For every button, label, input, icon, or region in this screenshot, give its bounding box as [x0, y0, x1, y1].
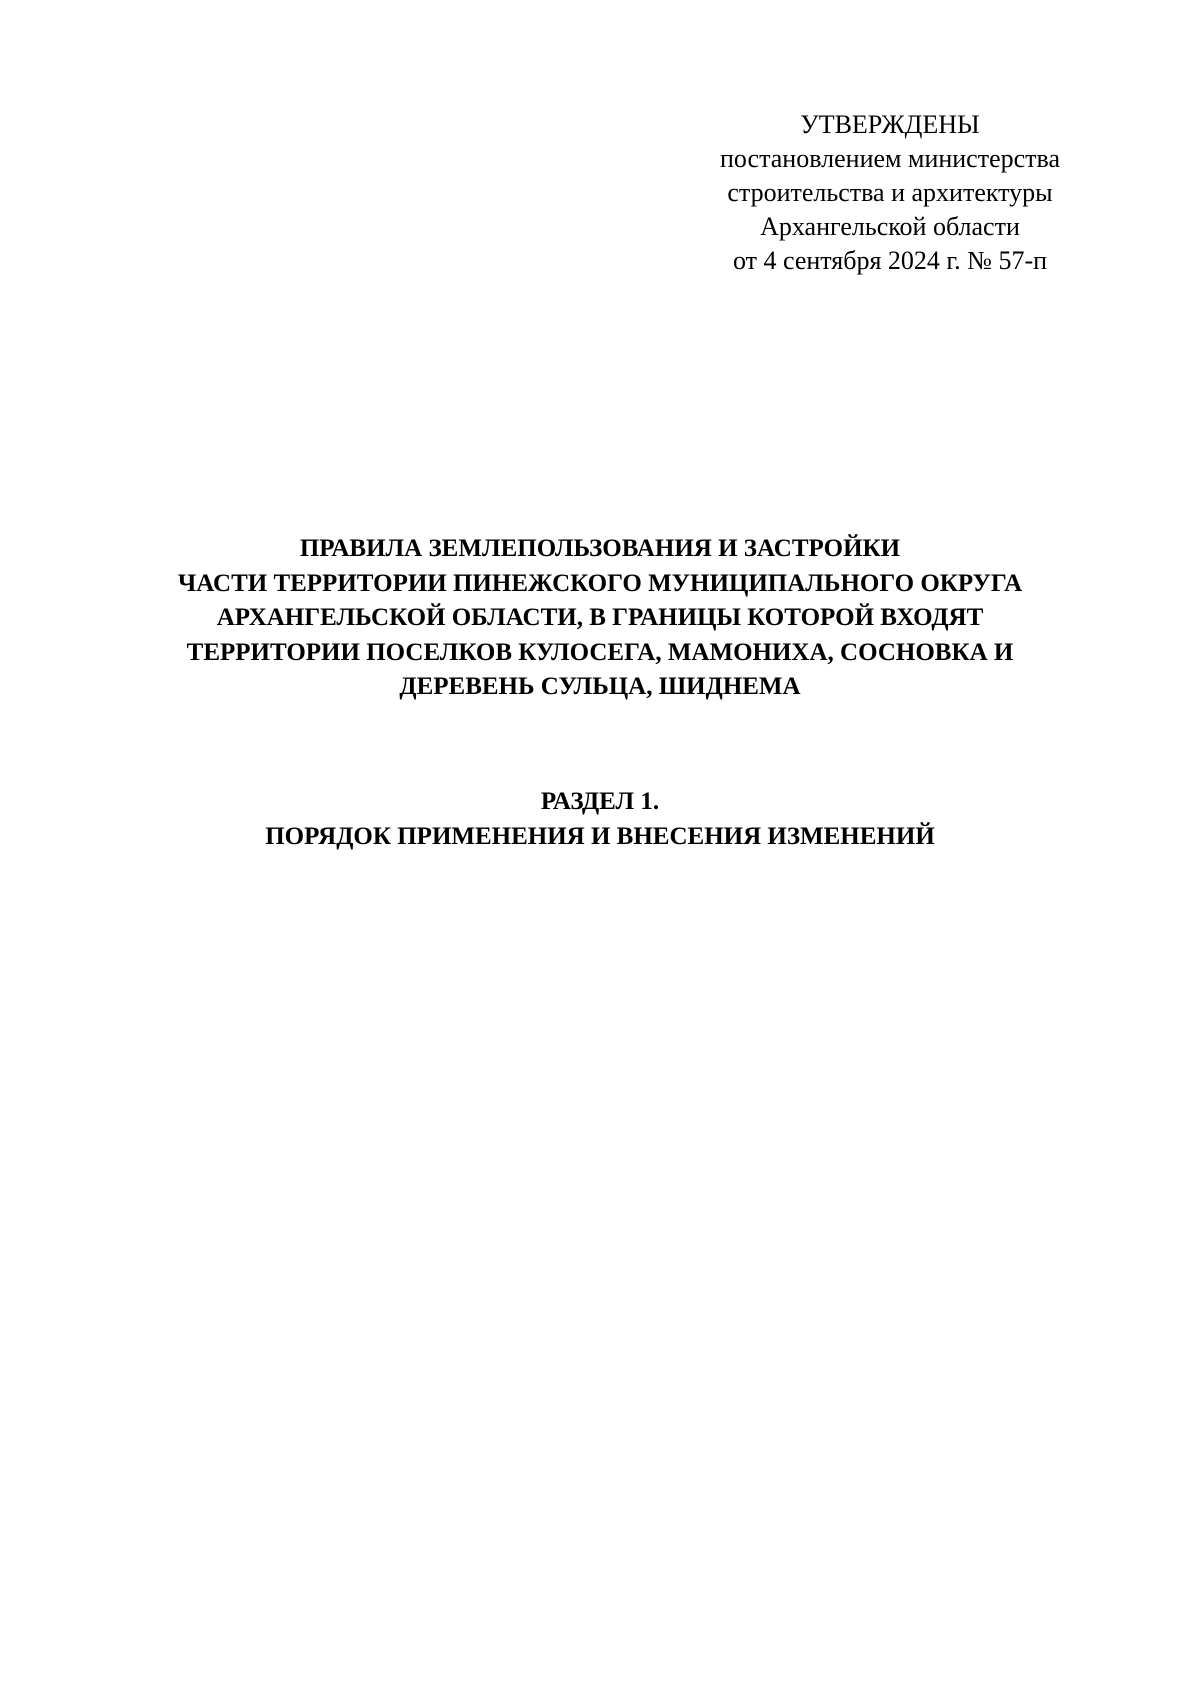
- section-number: РАЗДЕЛ 1.: [540, 788, 660, 815]
- title-line: ДЕРЕВЕНЬ СУЛЬЦА, ШИДНЕМА: [399, 673, 801, 700]
- approval-stamp: [690, 108, 1090, 278]
- title-line: ЧАСТИ ТЕРРИТОРИИ ПИНЕЖСКОГО МУНИЦИПАЛЬНОГО ОКРУГА: [177, 569, 1023, 597]
- title-line: ПРАВИЛА ЗЕМЛЕПОЛЬЗОВАНИЯ И ЗАСТРОЙКИ: [299, 535, 901, 562]
- approval-line: постановлением министерства: [719, 144, 1061, 173]
- section-title: ПОРЯДОК ПРИМЕНЕНИЯ И ВНЕСЕНИЯ ИЗМЕНЕНИЙ: [265, 822, 935, 850]
- approval-line: строительства и архитектуры: [727, 178, 1053, 207]
- section-heading: [80, 785, 1120, 854]
- approval-line: УТВЕРЖДЕНЫ: [800, 110, 980, 139]
- document-title: [80, 532, 1120, 705]
- title-line: ТЕРРИТОРИИ ПОСЕЛКОВ КУЛОСЕГА, МАМОНИХА, СОСНОВКА И: [186, 638, 1014, 666]
- title-line: АРХАНГЕЛЬСКОЙ ОБЛАСТИ, В ГРАНИЦЫ КОТОРОЙ ВХОДЯТ: [216, 604, 984, 631]
- approval-line: Архангельской области: [760, 212, 1020, 241]
- approval-line: от 4 сентября 2024 г. № 57-п: [732, 246, 1048, 275]
